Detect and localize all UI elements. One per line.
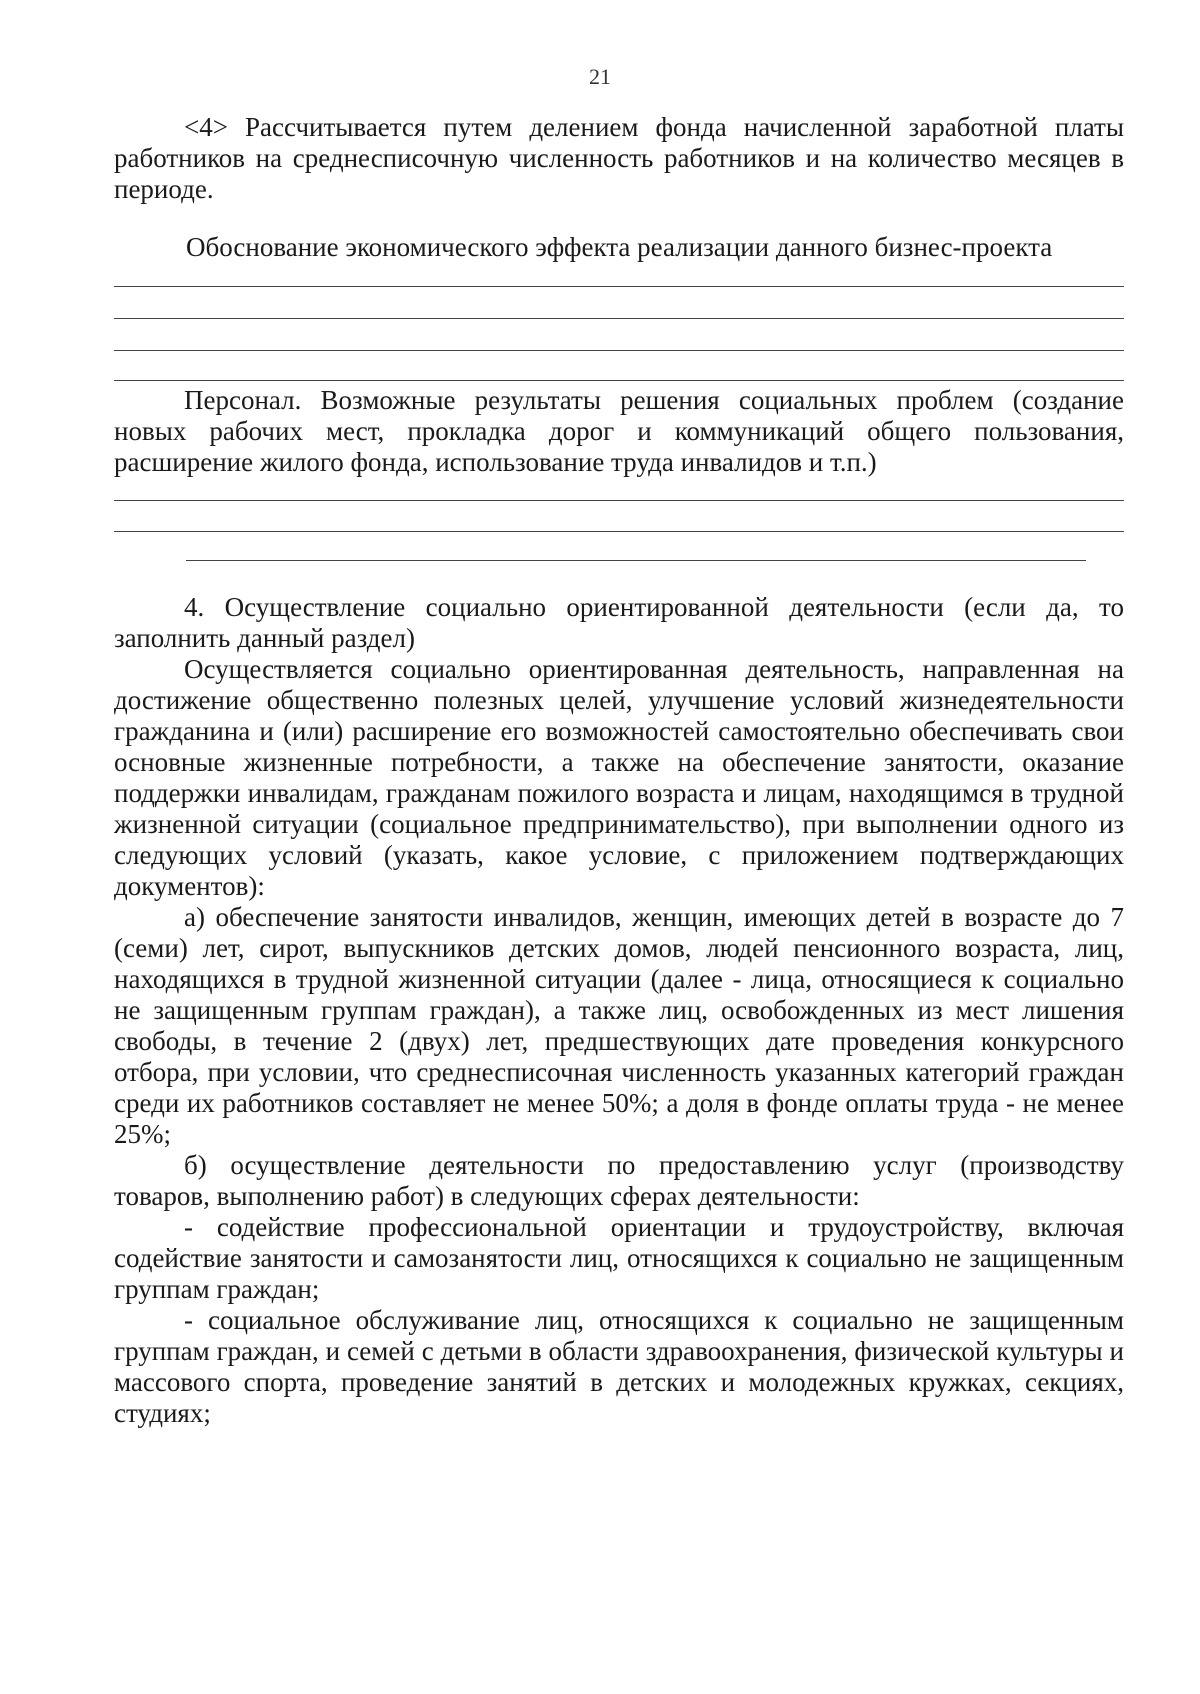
page-number: 21 — [589, 64, 611, 89]
personnel-paragraph: Персонал. Возможные результаты решения социальных проблем (создание новых рабочих мест, прокладка дорог и коммуникаций общего пользования, расширение жилого фонда, использование труда инвалидов и т.п.) — [114, 385, 1124, 477]
blank-line-2 — [114, 318, 1124, 319]
footnote-4: <4> Рассчитывается путем делением фонда начисленной заработной платы работников на среднесписочную численность работников и на количество месяцев в периоде. — [114, 112, 1124, 204]
blank-line-4 — [114, 380, 1124, 381]
blank-line-7 — [186, 560, 1086, 561]
section-4-item-a: а) обеспечение занятости инвалидов, женщин, имеющих детей в возрасте до 7 (семи) лет, сирот, выпускников детских домов, людей пенсионного возраста, лиц, находящихся в трудной жизненной ситуации (далее - лица, относящиеся к социально не защищенным группам граждан), а также лиц, освобожденных из мест лишения свободы, в течение 2 (двух) лет, предшествующих дате проведения конкурсного отбора, при условии, что среднесписочная численность указанных категорий граждан среди их работников составляет не менее 50%; а доля в фонде оплаты труда - не менее 25%; — [114, 902, 1124, 1149]
blank-line-6 — [114, 531, 1124, 532]
section-4-intro: Осуществляется социально ориентированная деятельность, направленная на достижение общественно полезных целей, улучшение условий жизнедеятельности гражданина и (или) расширение его возможностей самостоятельно обеспечивать свои основные жизненные потребности, а также на обеспечение занятости, оказание поддержки инвалидам, гражданам пожилого возраста и лицам, находящимся в трудной жизненной ситуации (социальное предпринимательство), при выполнении одного из следующих условий (указать, какое условие, с приложением подтверждающих документов): — [114, 654, 1124, 901]
blank-line-3 — [114, 350, 1124, 351]
section-4-item-b-1: - содействие профессиональной ориентации и трудоустройству, включая содействие занятости и самозанятости лиц, относящихся к социально не защищенным группам граждан; — [114, 1212, 1124, 1304]
blank-line-1 — [114, 286, 1124, 287]
section-4-title: 4. Осуществление социально ориентированной деятельности (если да, то заполнить данный раздел) — [114, 592, 1124, 653]
economic-effect-heading: Обоснование экономического эффекта реализации данного бизнес-проекта — [186, 232, 1053, 262]
section-4-item-b: б) осуществление деятельности по предоставлению услуг (производству товаров, выполнению работ) в следующих сферах деятельности: — [114, 1150, 1124, 1211]
section-4-item-b-2: - социальное обслуживание лиц, относящихся к социально не защищенным группам граждан, и семей с детьми в области здравоохранения, физической культуры и массового спорта, проведение занятий в детских и молодежных кружках, секциях, студиях; — [114, 1305, 1124, 1428]
blank-line-5 — [114, 500, 1124, 501]
